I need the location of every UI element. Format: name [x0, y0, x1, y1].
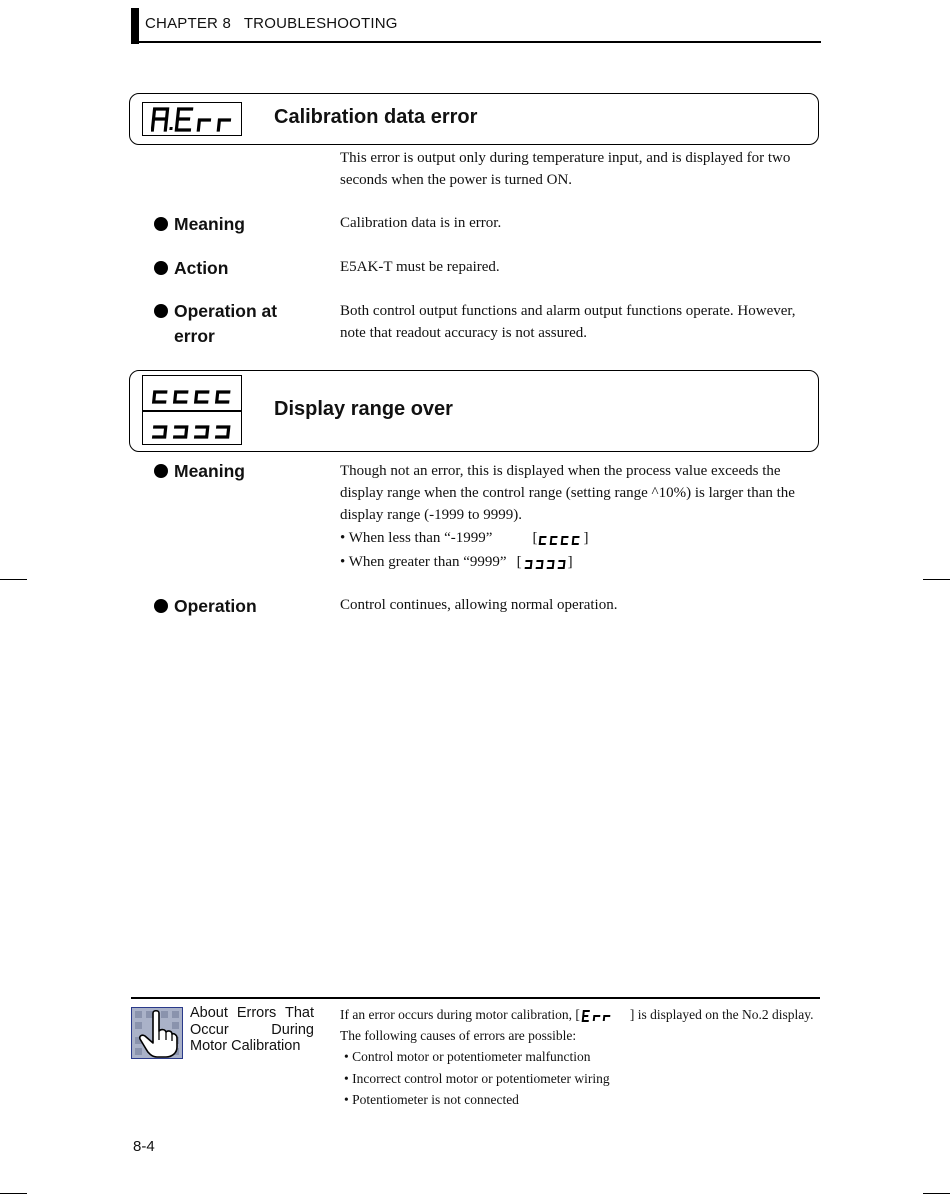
note-rule	[131, 997, 820, 999]
calibration-action-text: E5AK-T must be repaired.	[340, 259, 500, 275]
note-text: If an error occurs during motor calibration, [ ] is displayed on the No.2 display. The following causes of errors are possible:	[340, 1007, 814, 1043]
calibration-error-title: Calibration data error	[274, 106, 478, 128]
overrange-display	[142, 411, 242, 445]
bullet-dot-icon	[154, 261, 168, 275]
seven-seg-cccc-icon	[537, 532, 583, 546]
underrange-display	[142, 375, 242, 411]
bullet-dot-icon	[154, 464, 168, 478]
crop-mark-right	[923, 579, 950, 580]
calibration-error-display	[142, 102, 242, 136]
bullet-dot-icon	[154, 217, 168, 231]
page-number: 8-4	[133, 1138, 155, 1155]
action-label: Action	[154, 256, 228, 281]
less-than-item: • When less than “-1999” [ ]	[340, 530, 589, 546]
crop-mark-left	[0, 579, 27, 580]
seven-seg-reverse-c-icon	[522, 556, 568, 570]
note-title: About Errors That Occur During Motor Calibration	[190, 1005, 314, 1054]
pointing-hand-icon	[131, 1007, 183, 1059]
calibration-intro-text: This error is output only during temperature input, and is displayed for two seconds when the power is turned ON.	[340, 150, 791, 188]
greater-than-item: • When greater than “9999” [ ]	[340, 554, 573, 570]
note-list-item: • Incorrect control motor or potentiometer wiring	[344, 1071, 610, 1086]
chapter-title: CHAPTER 8 TROUBLESHOOTING	[145, 15, 398, 32]
note-list-item: • Potentiometer is not connected	[344, 1092, 519, 1107]
operation-at-error-label: Operation at error	[154, 299, 277, 349]
crop-mark-bottom-right	[923, 1193, 950, 1194]
display-range-meaning-text: Though not an error, this is displayed when the process value exceeds the display range when the control range (setting range ^10%) is larger than the display range (-1999 to 9999).	[340, 463, 795, 523]
display-range-title: Display range over	[274, 398, 453, 420]
seven-seg-a-err-icon	[151, 105, 239, 133]
bullet-dot-icon	[154, 599, 168, 613]
seven-seg-err-icon	[580, 1009, 616, 1023]
bullet-dot-icon	[154, 304, 168, 318]
note-list-item: • Control motor or potentiometer malfunction	[344, 1049, 591, 1064]
operation-label: Operation	[154, 594, 257, 619]
meaning-label: Meaning	[154, 459, 245, 484]
meaning-label: Meaning	[154, 212, 245, 237]
chapter-marker-bar	[131, 8, 139, 44]
crop-mark-bottom-left	[0, 1193, 27, 1194]
calibration-operation-text: Both control output functions and alarm output functions operate. However, note that readout accuracy is not assured.	[340, 303, 796, 341]
header-rule	[131, 41, 821, 43]
display-range-operation-text: Control continues, allowing normal operation.	[340, 597, 618, 613]
seven-seg-reverse-c-icon	[151, 415, 235, 441]
calibration-meaning-text: Calibration data is in error.	[340, 215, 502, 231]
seven-seg-cccc-icon	[151, 380, 235, 406]
